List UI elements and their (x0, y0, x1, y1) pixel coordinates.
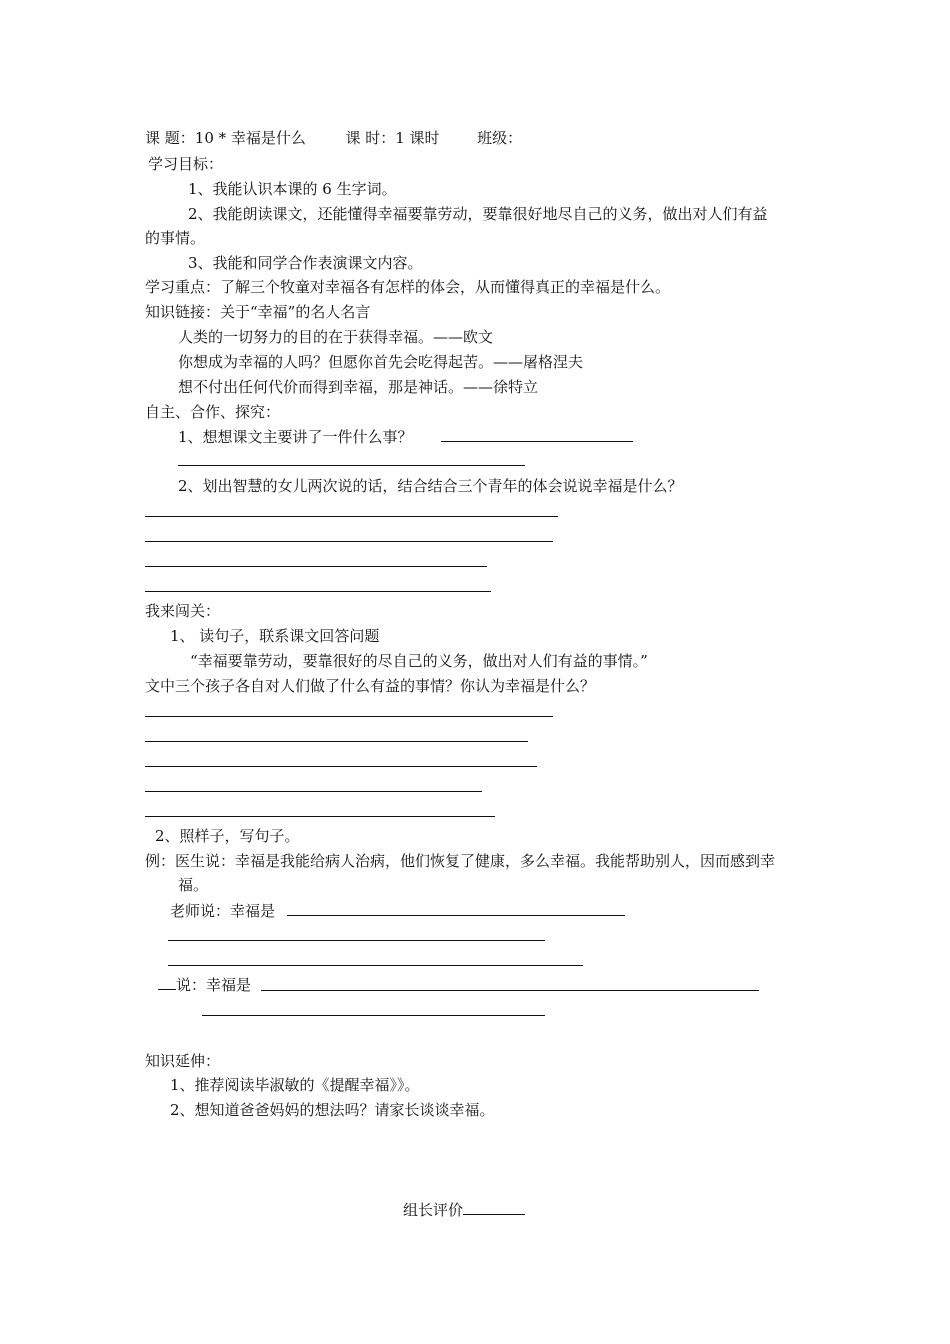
challenge-title: 我来闯关： (145, 602, 221, 620)
topic-label: 课 题： (145, 129, 195, 147)
goal-item-2-line-1: 2、我能朗读课文，还能懂得幸福要靠劳动，要靠很好地尽自己的义务，做出对人们有益 (188, 205, 768, 223)
challenge-quote: “幸福要靠劳动，要靠很好的尽自己的义务，做出对人们有益的事情。” (190, 652, 648, 670)
evaluation-blank[interactable] (463, 1200, 525, 1215)
answer-line[interactable] (287, 915, 625, 916)
custom-prompt: 说：幸福是 (176, 976, 252, 994)
explore-title: 自主、合作、探究： (145, 403, 281, 421)
answer-line[interactable] (261, 990, 759, 991)
goal-item-1: 1、我能认识本课的 6 生字词。 (188, 180, 397, 198)
extension-item-1: 1、推荐阅读毕淑敏的《提醒幸福》》。 (170, 1076, 420, 1094)
answer-line[interactable] (145, 591, 491, 592)
learning-focus: 学习重点：了解三个牧童对幸福各有怎样的体会，从而懂得真正的幸福是什么。 (145, 278, 671, 296)
answer-line[interactable] (202, 1015, 545, 1016)
example-line-2: 福。 (178, 876, 209, 894)
evaluation-line (403, 1200, 525, 1220)
answer-line[interactable] (441, 441, 633, 442)
answer-line[interactable] (178, 465, 525, 466)
evaluation-label: 组长评价 (403, 1201, 464, 1219)
answer-line[interactable] (145, 516, 558, 517)
speaker-blank[interactable] (158, 975, 176, 990)
topic-value: 10 * 幸福是什么 (194, 129, 306, 147)
answer-line[interactable] (145, 791, 482, 792)
answer-line[interactable] (145, 741, 528, 742)
goal-item-3: 3、我能和同学合作表演课文内容。 (188, 254, 423, 272)
answer-line[interactable] (145, 766, 537, 767)
challenge-q1: 1、 读句子，联系课文回答问题 (170, 627, 380, 645)
answer-line[interactable] (145, 566, 487, 567)
explore-q1 (178, 427, 413, 447)
goals-title: 学习目标： (148, 155, 224, 173)
challenge-question: 文中三个孩子各自对人们做了什么有益的事情？你认为幸福是什么？ (145, 677, 596, 695)
header-line (145, 128, 522, 148)
custom-prompt-line (158, 975, 251, 995)
link-title: 知识链接：关于“幸福”的名人名言 (145, 303, 371, 321)
class-label: 班级： (477, 129, 523, 147)
challenge-q2: 2、照样子，写句子。 (155, 827, 300, 845)
explore-q2: 2、划出智慧的女儿两次说的话，结合结合三个青年的体会说说幸福是什么？ (178, 477, 683, 495)
quote-3: 想不付出任何代价而得到幸福，那是神话。——徐特立 (178, 378, 539, 396)
quote-2: 你想成为幸福的人吗？但愿你首先会吃得起苦。——屠格涅夫 (178, 353, 584, 371)
answer-line[interactable] (145, 541, 553, 542)
extension-item-2: 2、想知道爸爸妈妈的想法吗？请家长谈谈幸福。 (170, 1101, 495, 1119)
explore-q1-text: 1、想想课文主要讲了一件什么事？ (178, 428, 413, 446)
answer-line[interactable] (145, 816, 495, 817)
extension-title: 知识延伸： (145, 1052, 221, 1070)
quote-1: 人类的一切努力的目的在于获得幸福。——欧文 (178, 328, 494, 346)
goal-item-2-line-2: 的事情。 (145, 229, 206, 247)
answer-line[interactable] (168, 940, 545, 941)
hours-value: 1 课时 (395, 129, 440, 147)
hours-label: 课 时： (345, 129, 396, 147)
teacher-prompt: 老师说：幸福是 (170, 902, 276, 920)
example-line-1: 例：医生说：幸福是我能给病人治病，他们恢复了健康，多么幸福。我能帮助别人，因而感到幸 (145, 852, 776, 870)
answer-line[interactable] (168, 965, 583, 966)
answer-line[interactable] (145, 716, 553, 717)
